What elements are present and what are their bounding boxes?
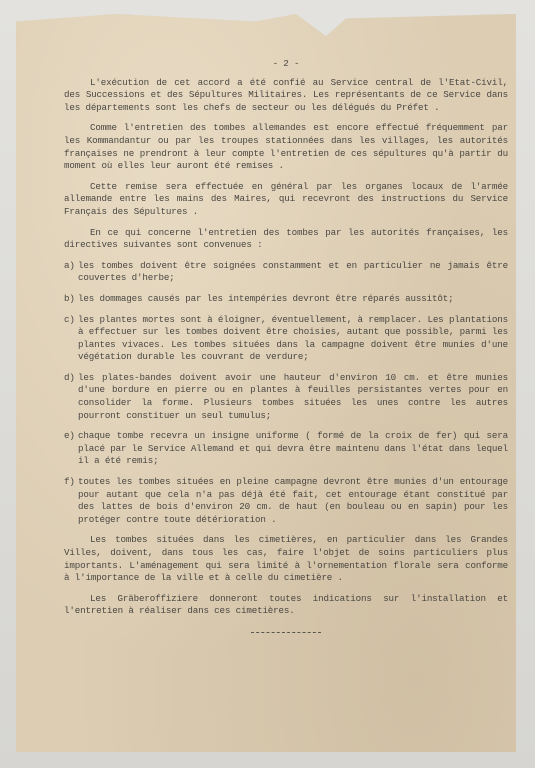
closing-divider	[251, 632, 321, 633]
directive-d	[64, 372, 508, 422]
directive-label: a)	[64, 259, 75, 271]
directive-text: toutes les tombes situées en pleine campagne devront être munies d'un entourage pour autant que cela n'a pas déjà été fait, cet entourage étant constitué par des lattes de bois d'environ 20 cm. de haut (en bouleau ou en sapin) pour les protéger contre toute détérioration .	[78, 476, 508, 525]
paragraph-execution: L'exécution de cet accord a été confié au Service central de l'Etat-Civil, des Successions et des Sépultures Militaires. Les représentants de ce Service dans les départements sont les chefs de secteur ou les délégués du Préfet .	[64, 76, 508, 113]
paragraph-handover: Cette remise sera effectuée en général par les organes locaux de l'armée allemande entre les mains des Maires, qui recevront des instructions du Service Français des Sépultures .	[64, 180, 508, 217]
directive-b	[64, 293, 508, 306]
page-number: - 2 -	[272, 58, 300, 69]
directive-label: c)	[64, 313, 75, 325]
directive-label: b)	[64, 292, 75, 304]
directive-text: les plates-bandes doivent avoir une hauteur d'environ 10 cm. et être munies d'une bordure en pierre ou en plantes à feuilles persistantes vertes pour en consolider la forme. Plusieurs tombes situées les unes contre les autres pourront constituer un seul tumulus;	[78, 371, 508, 421]
directive-e	[64, 430, 508, 468]
directive-label: d)	[64, 371, 75, 383]
directive-f	[64, 476, 508, 526]
paragraph-maintenance: Comme l'entretien des tombes allemandes est encore effectué fréquemment par les Kommandantur ou par les troupes stationnées dans les villages, les autorités françaises ne prendront à leur compte l'entretien de ces sépultures qu'à partir du moment où elles leur auront été remises .	[64, 122, 508, 172]
typed-letter-body	[64, 58, 508, 633]
directive-c	[64, 314, 508, 364]
directive-text: les dommages causés par les intempéries devront être réparés aussitôt;	[78, 292, 454, 304]
paragraph-directives-intro: En ce qui concerne l'entretien des tombes par les autorités françaises, les directives suivantes sont convenues :	[64, 226, 508, 251]
directive-label: e)	[64, 430, 75, 442]
paragraph-cemeteries: Les tombes situées dans les cimetières, en particulier dans les Grandes Villes, doivent, dans tous les cas, faire l'objet de soins particuliers plus importants. L'aménagement qui sera limité à l'ornementation florale sera conforme à l'importance de la ville et à celle du cimetière .	[64, 534, 508, 584]
directive-label: f)	[64, 476, 75, 488]
directive-text: les plantes mortes sont à éloigner, éventuellement, à remplacer. Les plantations à effectuer sur les tombes doivent être choisies, autant que possible, parmi les plantes vivaces. Les tombes situées dans la campagne doivent être munies d'une végétation durable les couvrant de verdure;	[78, 313, 508, 363]
paragraph-graeberoffiziere: Les Gräberoffiziere donneront toutes indications sur l'installation et l'entretien à réaliser dans ces cimetières.	[64, 592, 508, 617]
directive-text: chaque tombe recevra un insigne uniforme ( formé de la croix de fer) qui sera placé par le Service Allemand et qui devra être maintenu dans l'état dans lequel il a été remis;	[78, 430, 508, 467]
directive-text: les tombes doivent être soignées constamment et en particulier ne jamais être couvertes d'herbe;	[78, 259, 508, 284]
directive-a	[64, 260, 508, 285]
